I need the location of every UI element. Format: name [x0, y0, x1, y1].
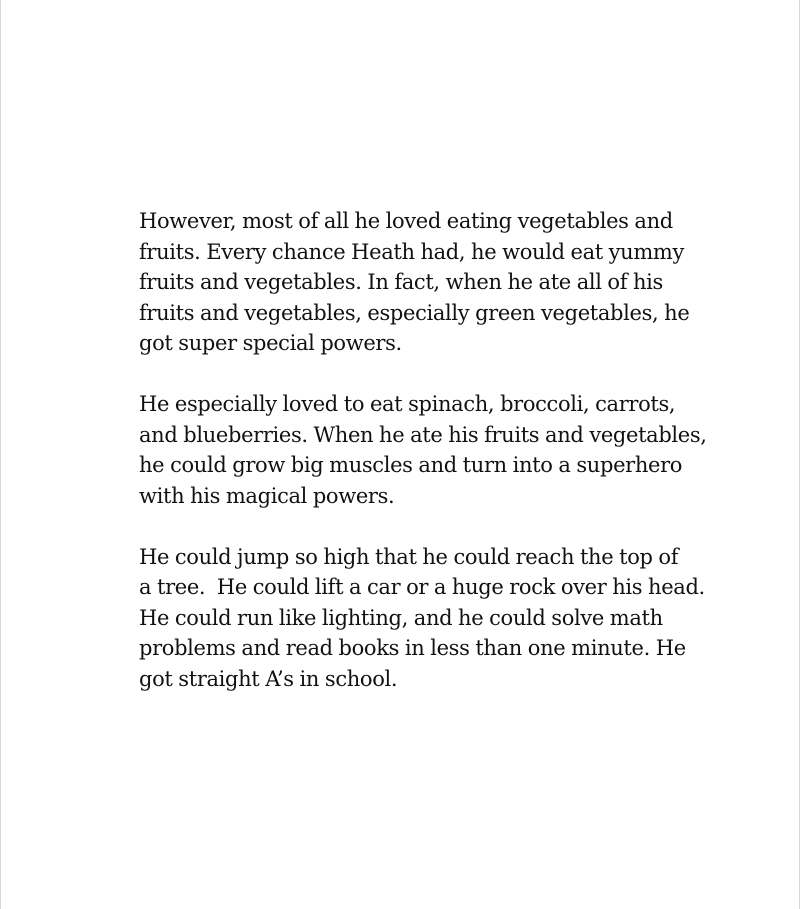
- text-line: a tree. He could lift a car or a huge rock over his head.: [139, 575, 705, 599]
- text-line: problems and read books in less than one minute. He: [139, 636, 686, 660]
- text-line: He especially loved to eat spinach, broccoli, carrots,: [139, 392, 676, 416]
- text-line: got straight A’s in school.: [139, 666, 398, 691]
- text-line: with his magical powers.: [139, 483, 395, 508]
- text-line: fruits and vegetables. In fact, when he ate all of his: [139, 270, 663, 294]
- paragraph-2: [139, 389, 707, 511]
- text-line: He could run like lighting, and he could solve math: [139, 605, 663, 630]
- paragraph-1: [139, 206, 690, 359]
- text-line: got super special powers.: [139, 331, 402, 355]
- text-line: However, most of all he loved eating vegetables and: [139, 209, 673, 233]
- story-text: [139, 206, 707, 725]
- text-line: he could grow big muscles and turn into a superhero: [139, 453, 683, 477]
- text-line: and blueberries. When he ate his fruits and vegetables,: [139, 422, 707, 447]
- paragraph-3: [139, 542, 705, 695]
- text-line: fruits and vegetables, especially green vegetables, he: [139, 300, 690, 325]
- text-line: fruits. Every chance Heath had, he would eat yummy: [139, 239, 684, 264]
- text-line: He could jump so high that he could reach the top of: [139, 544, 679, 569]
